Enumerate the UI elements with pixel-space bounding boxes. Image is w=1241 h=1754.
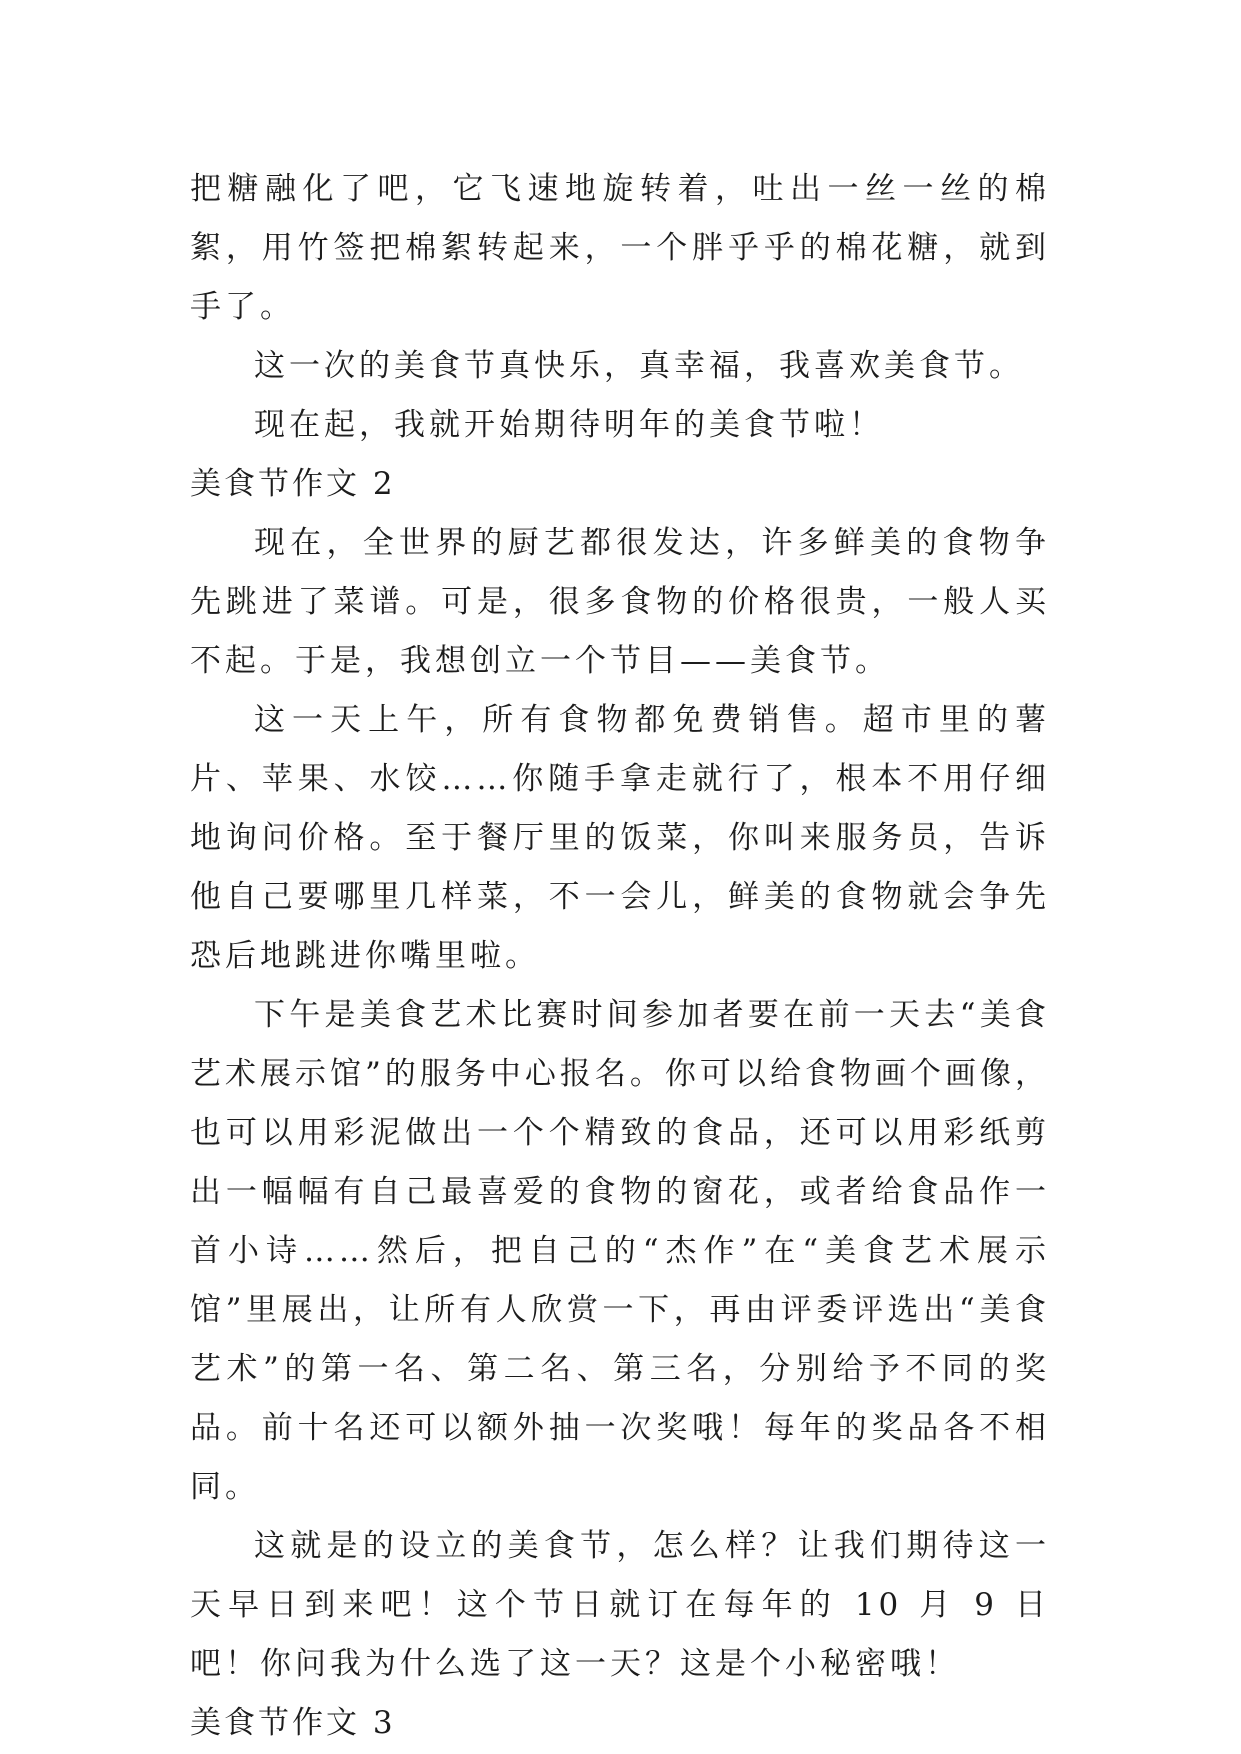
paragraph-cotton-candy: 把糖融化了吧，它飞速地旋转着，吐出一丝一丝的棉絮，用竹签把棉絮转起来，一个胖乎乎的棉花糖，就到手了。 [190, 171, 1050, 325]
essay-heading-2: 美食节作文 2 [190, 466, 396, 502]
paragraph-looking-forward: 现在起，我就开始期待明年的美食节啦！ [254, 407, 884, 443]
paragraph-morning: 这一天上午，所有食物都免费销售。超市里的薯片、苹果、水饺……你随手拿走就行了，根本不用仔细地询问价格。至于餐厅里的饭菜，你叫来服务员，告诉他自己要哪里几样菜，不一会儿，鲜美的食物就会争先恐后地跳进你嘴里啦。 [190, 702, 1050, 974]
paragraph-afternoon: 下午是美食艺术比赛时间参加者要在前一天去“美食艺术展示馆”的服务中心报名。你可以给食物画个画像，也可以用彩泥做出一个个精致的食品，还可以用彩纸剪出一幅幅有自己最喜爱的食物的窗花，或者给食品作一首小诗……然后，把自己的“杰作”在“美食艺术展示馆”里展出，让所有人欣赏一下，再由评委评选出“美食艺术”的第一名、第二名、第三名，分别给予不同的奖品。前十名还可以额外抽一次奖哦！每年的奖品各不相同。 [190, 997, 1050, 1505]
paragraph-happy-festival: 这一次的美食节真快乐，真幸福，我喜欢美食节。 [254, 348, 1024, 384]
paragraph-conclusion: 这就是的设立的美食节，怎么样？让我们期待这一天早日到来吧！这个节日就订在每年的 10 月 9 日吧！你问我为什么选了这一天？这是个小秘密哦！ [190, 1528, 1050, 1682]
document-body [190, 160, 1050, 1753]
paragraph-intro-2: 现在，全世界的厨艺都很发达，许多鲜美的食物争先跳进了菜谱。可是，很多食物的价格很贵，一般人买不起。于是，我想创立一个节目——美食节。 [190, 525, 1050, 679]
essay-heading-3: 美食节作文 3 [190, 1705, 396, 1741]
